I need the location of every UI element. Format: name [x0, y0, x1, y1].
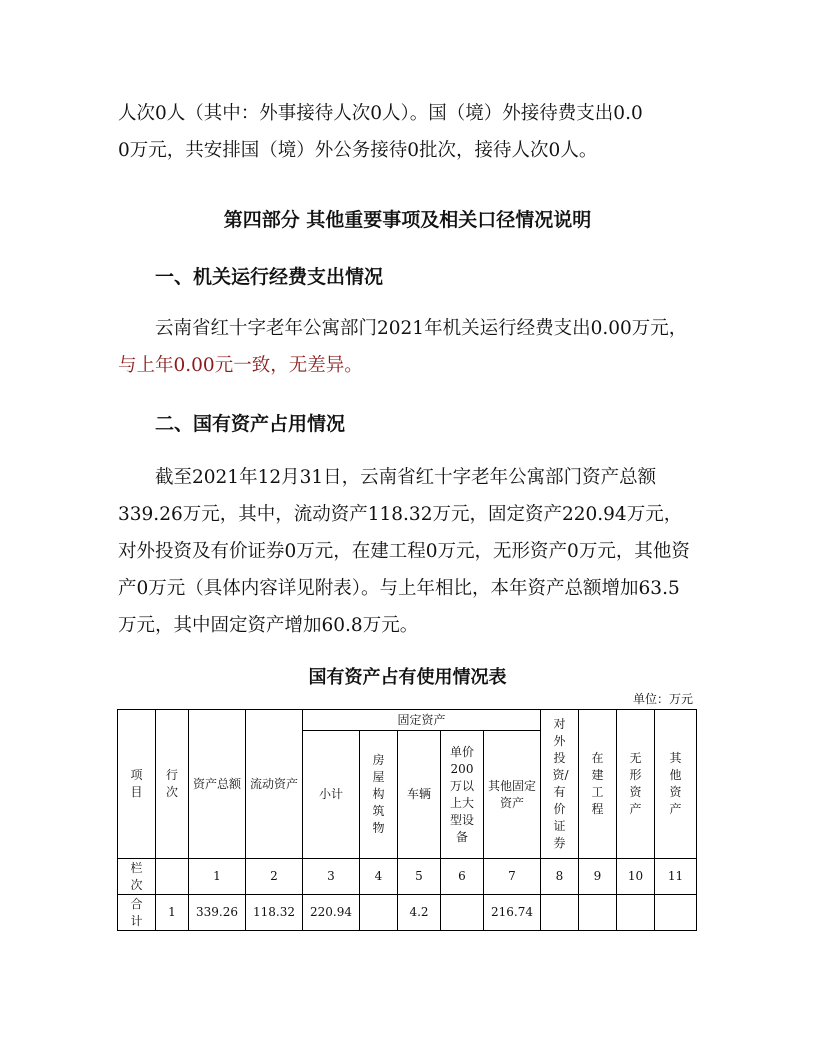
cell: 1 — [156, 895, 189, 931]
header-total: 资产总额 — [189, 710, 246, 859]
cell: 11 — [655, 859, 697, 895]
cell: 10 — [617, 859, 655, 895]
part-four-title: 第四部分 其他重要事项及相关口径情况说明 — [223, 209, 592, 231]
cell — [360, 895, 398, 931]
header-construction: 在建工程 — [579, 710, 617, 859]
cell — [541, 895, 579, 931]
header-other-fixed: 其他固定资产 — [484, 731, 541, 859]
cell — [156, 859, 189, 895]
header-fixed-group: 固定资产 — [303, 710, 541, 731]
cell: 2 — [246, 859, 303, 895]
header-other: 其他资产 — [655, 710, 697, 859]
cell: 339.26 — [189, 895, 246, 931]
cell: 220.94 — [303, 895, 360, 931]
cell: 8 — [541, 859, 579, 895]
section-two-title: 二、国有资产占用情况 — [155, 413, 346, 435]
header-intangible: 无形资产 — [617, 710, 655, 859]
cell: 6 — [441, 859, 484, 895]
cell — [617, 895, 655, 931]
header-row-no: 行次 — [156, 710, 189, 859]
cell: 3 — [303, 859, 360, 895]
table-unit: 单位：万元 — [632, 692, 693, 706]
cell — [441, 895, 484, 931]
section-two-text: 截至2021年12月31日，云南省红十字老年公寓部门资产总额339.26万元，其中，流动资产118.32万元，固定资产220.94万元，对外投资及有价证券0万元，在建工程0万元，无形资产0万元，其他资产0万元（具体内容详见附表）。与上年相比，本年资产总额增加63.5万元，其中固定资产增加60.8万元。 — [118, 467, 690, 636]
cell-label: 合计 — [118, 895, 156, 931]
paragraph-line: 人次0人（其中：外事接待人次0人）。国（境）外接待费支出0.0 — [118, 103, 643, 124]
section-one-text-highlight: 与上年0.00元一致，无差异。 — [118, 355, 363, 376]
asset-table — [117, 709, 697, 931]
section-one-text-main: 云南省红十字老年公寓部门2021年机关运行经费支出0.00万元， — [155, 318, 688, 339]
header-vehicles: 车辆 — [398, 731, 441, 859]
table-row — [118, 859, 697, 895]
header-item: 项目 — [118, 710, 156, 859]
header-investment: 对外投资/有价证券 — [541, 710, 579, 859]
cell: 9 — [579, 859, 617, 895]
header-large-equipment: 单价200万以上大型设备 — [441, 731, 484, 859]
cell — [655, 895, 697, 931]
cell: 4.2 — [398, 895, 441, 931]
table-title: 国有资产占有使用情况表 — [308, 667, 507, 688]
paragraph-line: 0万元，共安排国（境）外公务接待0批次，接待人次0人。 — [118, 140, 598, 161]
header-buildings: 房屋构筑物 — [360, 731, 398, 859]
cell-label: 栏次 — [118, 859, 156, 895]
header-subtotal: 小计 — [303, 731, 360, 859]
header-current: 流动资产 — [246, 710, 303, 859]
section-one-title: 一、机关运行经费支出情况 — [155, 266, 384, 288]
cell: 4 — [360, 859, 398, 895]
cell: 216.74 — [484, 895, 541, 931]
section-one-text — [118, 310, 698, 384]
cell — [579, 895, 617, 931]
table-row — [118, 895, 697, 931]
cell: 5 — [398, 859, 441, 895]
cell: 1 — [189, 859, 246, 895]
cell: 7 — [484, 859, 541, 895]
cell: 118.32 — [246, 895, 303, 931]
